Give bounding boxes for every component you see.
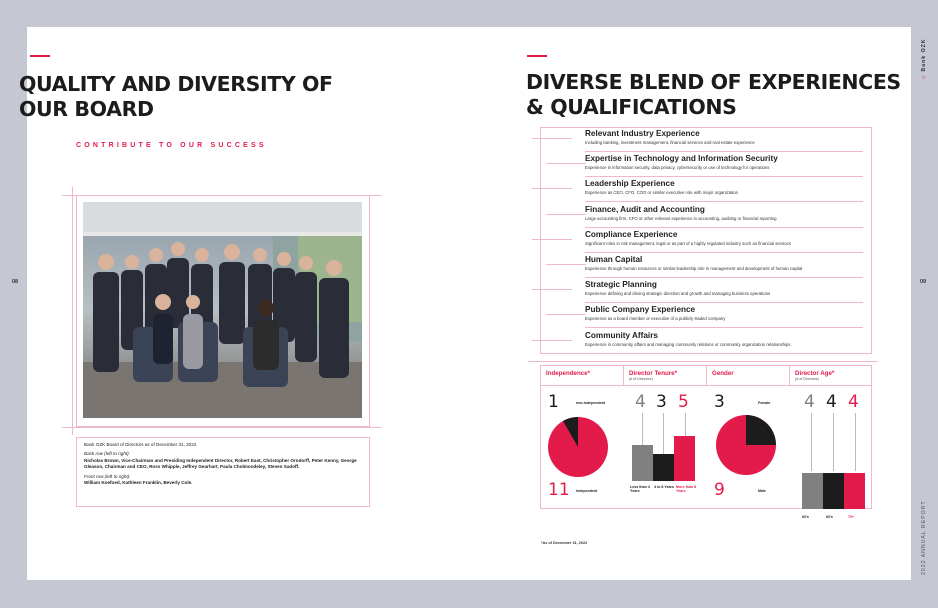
experience-title: Human Capital: [585, 255, 643, 264]
stat-tenure-heading: [623, 365, 683, 385]
experience-description: Experience through human resources or similar leadership role in management and development of human capital: [585, 266, 803, 271]
age-bar-2: [823, 473, 844, 509]
stat-age-heading: [789, 365, 840, 385]
experience-title: Finance, Audit and Accounting: [585, 204, 705, 214]
stat-tenure-value-2: 3: [656, 392, 667, 412]
right-page: [468, 27, 927, 580]
stat-label: Independence*: [546, 370, 591, 377]
photo-caption: [76, 437, 370, 507]
page-number: 08: [12, 279, 19, 285]
stat-independence-heading: [540, 365, 596, 385]
page-title-line2: OUR BOARD: [19, 97, 154, 121]
experience-leader-line: [546, 314, 586, 315]
experience-rule: [585, 151, 863, 152]
left-page: [12, 27, 468, 580]
stat-tenure-label-2: 4 to 8 Years: [654, 485, 674, 489]
report-side-text: 2022 ANNUAL REPORT: [921, 500, 927, 575]
stat-tenure-value-1: 4: [635, 392, 646, 412]
experience-description: Experience defining and driving strategic direction and growth and managing business operations: [585, 291, 771, 297]
stat-independence-ind-label: independent: [576, 489, 598, 493]
caption-back-row-heading: Back row (left to right):: [84, 451, 130, 457]
brand-logo: [921, 38, 927, 79]
age-leader: [833, 413, 834, 471]
experience-title: Leadership Experience: [585, 179, 675, 189]
experience-leader-line: [532, 188, 572, 189]
experience-title: Relevant Industry Experience: [585, 129, 700, 138]
tenure-bar-2: [653, 454, 674, 481]
experience-title: Community Affairs: [585, 330, 658, 340]
stat-independence-non-label: non-independent: [576, 401, 606, 405]
caption-back-row-names: Nicholas Brown, Vice-Chairman and Presiding Independent Director, Robert East, Christopher Orndorff, Peter Kenny, George Gleason, Chairman and CEO, Ross Whipple, Jeffrey Gearhart, Paula Cholmondeley, Steven Sadoff.: [84, 457, 357, 470]
stat-age-label-2: 60's: [826, 515, 833, 519]
experience-leader-line: [532, 340, 572, 341]
experience-rule: [585, 252, 863, 253]
caption-line: Bank OZK Board of Directors as of December 31, 2022.: [84, 442, 198, 447]
tenure-bar-1: [632, 445, 653, 481]
experience-title: Strategic Planning: [585, 280, 657, 290]
experience-rule: [585, 176, 863, 177]
gender-pie: [716, 415, 776, 475]
stat-age-value-2: 4: [826, 392, 837, 412]
experience-description: Large accounting firm, CFO or other relevant experience in accounting, auditing or financial reporting: [585, 215, 777, 221]
board-photo: [83, 202, 362, 418]
age-bar-3: [844, 473, 865, 509]
experience-rule: [585, 327, 863, 328]
brand-diamond-icon: ◇: [921, 74, 927, 79]
stat-gender-heading: [706, 365, 740, 385]
experience-rule: [585, 302, 863, 303]
stat-gender-female-label: Female: [758, 401, 771, 405]
independence-pie: [548, 417, 608, 477]
footnote: *As of December 31, 2022: [541, 541, 588, 545]
guide-line: [62, 427, 382, 428]
page-number: 09: [920, 279, 927, 285]
stat-gender-male-value: 9: [714, 480, 725, 500]
experience-leader-line: [546, 264, 586, 265]
caption-front-row-heading: Front row (left to right):: [84, 473, 131, 479]
stat-age-value-1: 4: [804, 392, 815, 412]
page-subtitle: CONTRIBUTE TO OUR SUCCESS: [76, 142, 267, 149]
tenure-bar-3: [674, 436, 695, 481]
page-title-line1: QUALITY AND DIVERSITY OF: [19, 72, 333, 96]
stat-independence-ind-value: 11: [548, 480, 570, 500]
stat-age-label-1: 60's: [802, 515, 809, 519]
stat-tenure-label-1: Less than 4 Years: [630, 485, 650, 493]
stat-gender-female-value: 3: [714, 392, 725, 412]
guide-line: [528, 361, 878, 362]
title-accent-dash: [30, 55, 50, 57]
experience-description: Experience as CEO, CFO, COO or similar executive role with major organization: [585, 190, 739, 196]
brand-name: Bank OZK: [921, 38, 927, 72]
stat-label: Director Age*: [795, 370, 835, 377]
experience-title: Compliance Experience: [585, 229, 678, 239]
stat-age-value-3: 4: [848, 392, 859, 412]
experience-list: [540, 127, 870, 354]
age-leader: [811, 413, 812, 471]
stat-label: Director Tenure*: [629, 370, 678, 377]
stat-tenure-label-3: More than 8 Years: [676, 485, 697, 493]
experience-leader-line: [546, 214, 586, 215]
board-photo-illustration: [83, 202, 362, 418]
experience-description: Experience as a board member or executive of a publicly-traded company: [585, 316, 726, 322]
experience-title: Expertise in Technology and Information Security: [585, 154, 778, 164]
experience-description: Experience in information security, data privacy, cybersecurity or use of technology for operations: [585, 165, 770, 171]
experience-rule: [585, 227, 863, 228]
board-stats: [540, 365, 872, 519]
experience-rule: [585, 201, 863, 202]
stat-independence-non-value: 1: [548, 392, 559, 412]
stat-tenure-value-3: 5: [678, 392, 689, 412]
stat-sublabel: (# of Directors): [795, 377, 819, 381]
experience-description: Including banking, investment management, financial services and real estate experience: [585, 140, 755, 145]
stat-label: Gender: [712, 370, 734, 377]
stat-gender-male-label: Male: [758, 489, 766, 493]
experience-leader-line: [546, 163, 586, 164]
stat-age-label-3: 70+: [848, 515, 855, 519]
experience-leader-line: [532, 239, 572, 240]
experience-description: Significant roles in risk management, legal or as part of a highly regulated industry such as financial services: [585, 240, 791, 246]
experience-leader-line: [532, 289, 572, 290]
caption-front-row-names: William Koefoed, Kathleen Franklin, Beverly Cole.: [84, 480, 193, 486]
pie-slice-female: [746, 415, 776, 445]
experience-leader-line: [532, 138, 572, 139]
page-title-line1: DIVERSE BLEND OF EXPERIENCES: [526, 70, 901, 94]
age-leader: [855, 413, 856, 471]
stat-sublabel: (# of Directors): [629, 377, 653, 381]
page-title-line2: & QUALIFICATIONS: [526, 95, 737, 119]
experience-description: Experience in community affairs and managing community relations or community organization relationships: [585, 341, 791, 347]
guide-line: [72, 187, 73, 435]
stats-header-rule: [540, 385, 872, 386]
experience-rule: [585, 277, 863, 278]
title-accent-dash: [527, 55, 547, 57]
age-bar-1: [802, 473, 823, 509]
experience-title: Public Company Experience: [585, 305, 696, 315]
